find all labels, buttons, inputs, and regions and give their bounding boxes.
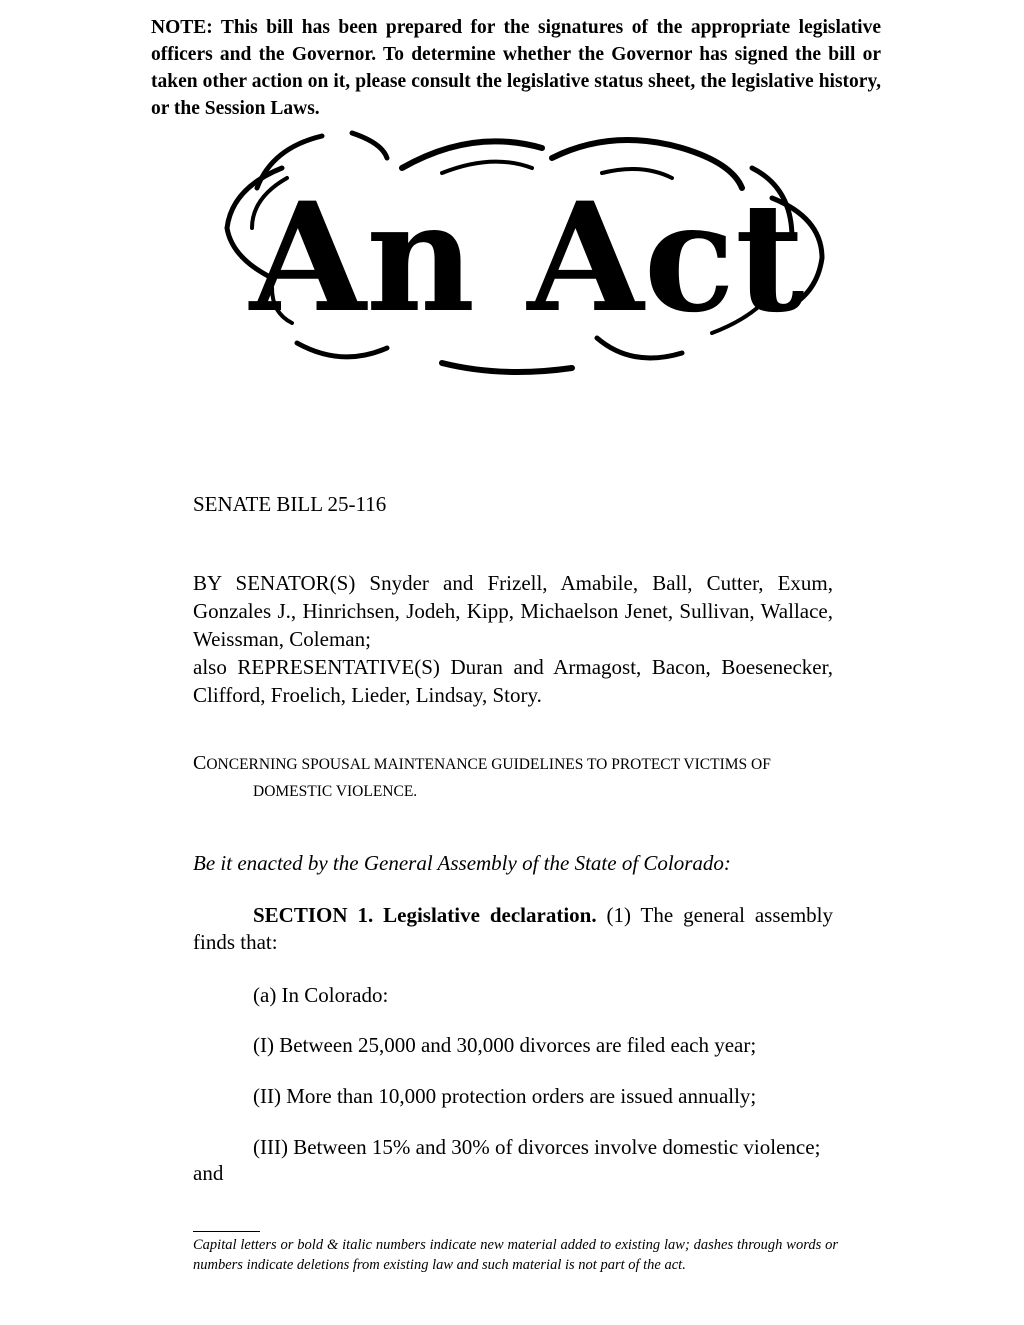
bill-number: SENATE BILL 25-116 xyxy=(193,492,387,516)
sponsors xyxy=(193,569,833,709)
section-subheading: Legislative declaration. xyxy=(383,903,597,927)
an-act-text: An Act xyxy=(249,170,805,346)
paragraph-i: (I) Between 25,000 and 30,000 divorces are filed each year; xyxy=(253,1033,757,1057)
bill-title-line1: ONCERNING SPOUSAL MAINTENANCE GUIDELINES TO PROTECT VICTIMS OF xyxy=(206,756,771,773)
enacting-clause: Be it enacted by the General Assembly of the State of Colorado: xyxy=(193,851,731,875)
and-word: and xyxy=(193,1161,224,1185)
bill-title xyxy=(193,750,833,805)
senate-sponsors: BY SENATOR(S) Snyder and Frizell, Amabile, Ball, Cutter, Exum, Gonzales J., Hinrichsen, Jodeh, Kipp, Michaelson Jenet, Sullivan, Wallace, Weissman, Coleman; xyxy=(193,571,833,651)
section-heading: SECTION 1. xyxy=(253,903,374,927)
section-1 xyxy=(193,902,833,956)
signature-note: NOTE: This bill has been prepared for the signatures of the appropriate legislative officers and the Governor. To determine whether the Governor has signed the bill or taken other action on it, please consult the legislative status sheet, the legislative history, or the Session Laws. xyxy=(151,17,881,119)
footnote: Capital letters or bold & italic numbers indicate new material added to existing law; dashes through words or numbers indicate deletions from existing law and such material is not part of the act. xyxy=(193,1237,838,1273)
section-intro: (1) The general assembly finds that: xyxy=(193,903,833,954)
footnote-divider xyxy=(193,1231,260,1232)
paragraph-ii: (II) More than 10,000 protection orders are issued annually; xyxy=(253,1084,757,1108)
bill-title-line2: DOMESTIC VIOLENCE. xyxy=(253,783,418,800)
paragraph-a: (a) In Colorado: xyxy=(253,983,389,1007)
house-sponsors: also REPRESENTATIVE(S) Duran and Armagost, Bacon, Boesenecker, Clifford, Froelich, Lieder, Lindsay, Story. xyxy=(193,655,833,707)
paragraph-iii: (III) Between 15% and 30% of divorces involve domestic violence; xyxy=(253,1135,821,1159)
bill-title-initial: C xyxy=(193,752,207,774)
an-act-logo xyxy=(212,128,842,390)
